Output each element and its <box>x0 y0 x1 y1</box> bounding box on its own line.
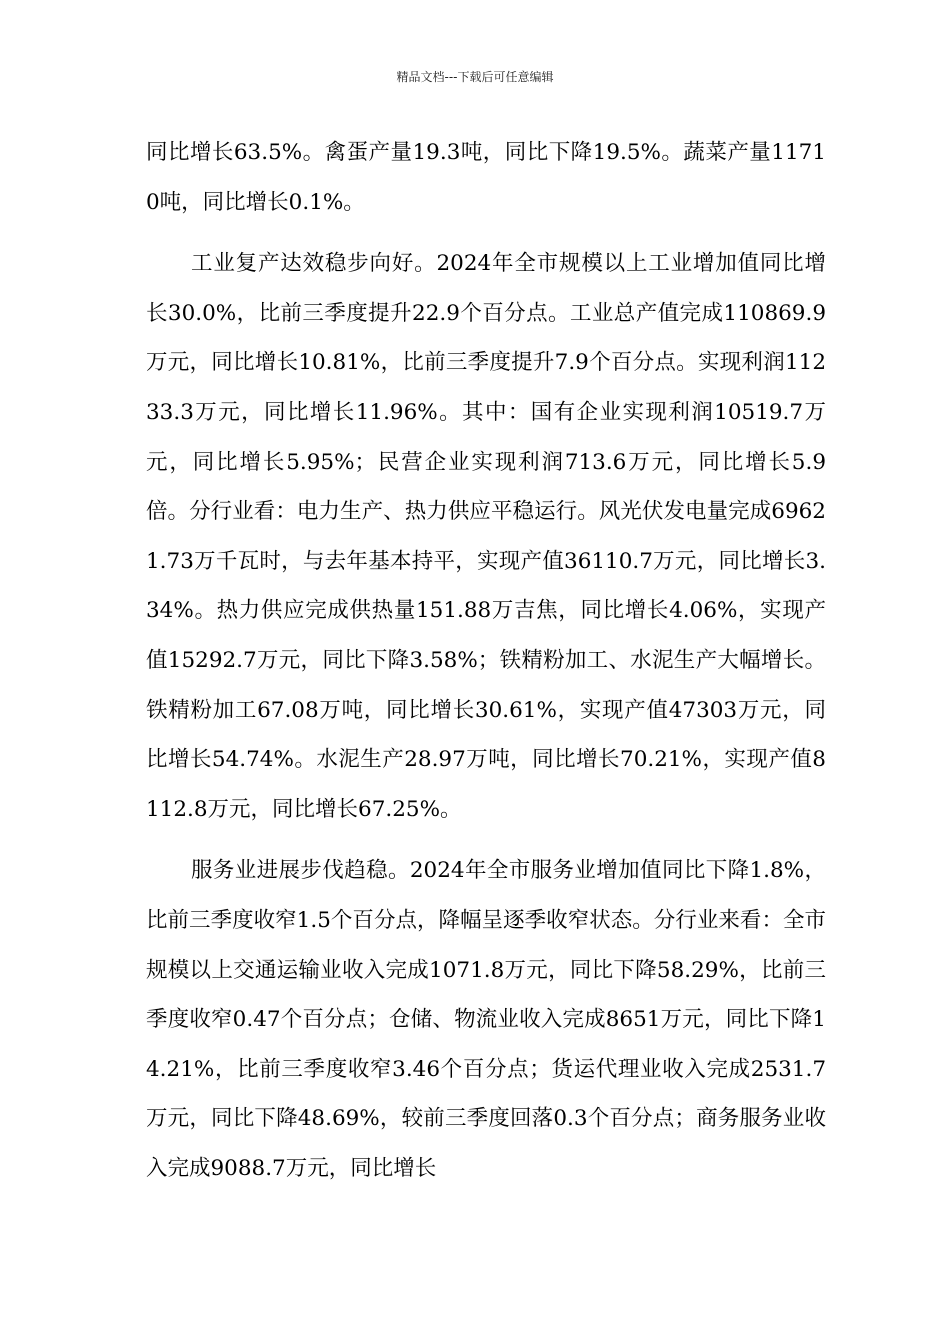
document-body <box>146 128 826 1193</box>
paragraph-industry: 工业复产达效稳步向好。2024年全市规模以上工业增加值同比增长30.0%，比前三季度提升22.9个百分点。工业总产值完成110869.9万元，同比增长10.81%，比前三季度提升7.9个百分点。实现利润11233.3万元，同比增长11.96%。其中：国有企业实现利润10519.7万元，同比增长5.95%；民营企业实现利润713.6万元，同比增长5.9倍。分行业看：电力生产、热力供应平稳运行。风光伏发电量完成69621.73万千瓦时，与去年基本持平，实现产值36110.7万元，同比增长3.34%。热力供应完成供热量151.88万吉焦，同比增长4.06%，实现产值15292.7万元，同比下降3.58%；铁精粉加工、水泥生产大幅增长。铁精粉加工67.08万吨，同比增长30.61%，实现产值47303万元，同比增长54.74%。水泥生产28.97万吨，同比增长70.21%，实现产值8112.8万元，同比增长67.25%。 <box>146 251 826 822</box>
page-header: 精品文档---下载后可任意编辑 <box>396 70 554 84</box>
paragraph-services: 服务业进展步伐趋稳。2024年全市服务业增加值同比下降1.8%，比前三季度收窄1.5个百分点，降幅呈逐季收窄状态。分行业来看：全市规模以上交通运输业收入完成1071.8万元，同比下降58.29%，比前三季度收窄0.47个百分点；仓储、物流业收入完成8651万元，同比下降14.21%，比前三季度收窄3.46个百分点；货运代理业收入完成2531.7万元，同比下降48.69%，较前三季度回落0.3个百分点；商务服务业收入完成9088.7万元，同比增长 <box>146 858 826 1181</box>
paragraph-spacer <box>146 834 826 846</box>
paragraph-spacer <box>146 227 826 239</box>
paragraph-agriculture-continued: 同比增长63.5%。禽蛋产量19.3吨，同比下降19.5%。蔬菜产量11710吨，同比增长0.1%。 <box>146 140 826 215</box>
